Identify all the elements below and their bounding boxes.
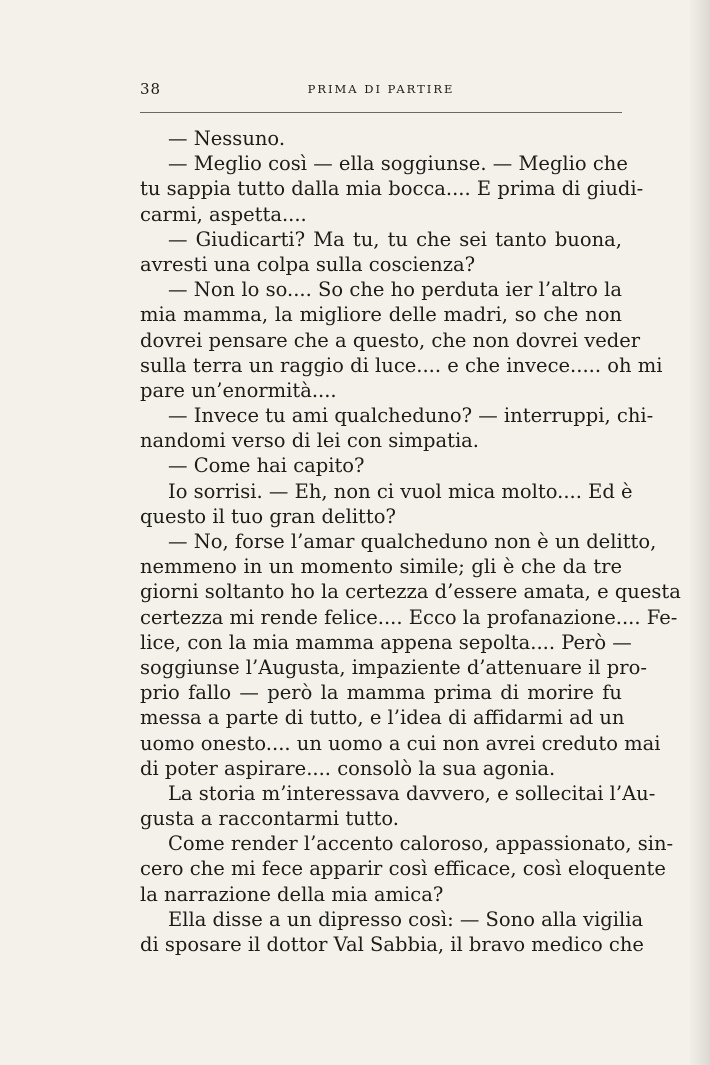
text-line: giorni soltanto ho la certezza d’essere amata, e questa xyxy=(140,580,681,604)
text-line: messa a parte di tutto, e l’idea di affidarmi ad un xyxy=(140,706,625,730)
text-line: pare un’enormità.... xyxy=(140,378,337,402)
text-line: — Invece tu ami qualcheduno? — interruppi, chi- xyxy=(168,404,654,428)
text-line: la narrazione della mia amica? xyxy=(140,882,444,906)
text-line: uomo onesto.... un uomo a cui non avrei creduto mai xyxy=(140,731,661,755)
text-line: Come render l’accento caloroso, appassionato, sin- xyxy=(168,832,674,856)
header-rule xyxy=(140,112,622,113)
text-line: Io sorrisi. — Eh, non ci vuol mica molto.... Ed è xyxy=(168,479,633,503)
text-line: questo il tuo gran delitto? xyxy=(140,504,396,528)
text-line: nemmeno in un momento simile; gli è che da tre xyxy=(140,555,622,579)
text-line: — Nessuno. xyxy=(168,127,286,150)
text-line: carmi, aspetta.... xyxy=(140,202,307,226)
text-line: prio fallo — però la mamma prima di morire fu xyxy=(140,681,622,705)
text-line: — No, forse l’amar qualcheduno non è un delitto, xyxy=(168,530,657,553)
text-line: nandomi verso di lei con simpatia. xyxy=(140,429,480,453)
page-edge-shadow xyxy=(688,0,710,1065)
text-line: avresti una colpa sulla coscienza? xyxy=(140,252,476,276)
text-line: cero che mi fece apparir così efficace, così eloquente xyxy=(140,857,666,881)
text-line: — Non lo so.... So che ho perduta ier l’altro la xyxy=(168,278,622,302)
text-line: sulla terra un raggio di luce.... e che invece..... oh mi xyxy=(140,353,663,377)
text-line: gusta a raccontarmi tutto. xyxy=(140,807,399,831)
text-line: certezza mi rende felice.... Ecco la profanazione.... Fe- xyxy=(140,605,678,629)
text-line: di sposare il dottor Val Sabbia, il bravo medico che xyxy=(140,933,644,956)
running-title: PRIMA DI PARTIRE xyxy=(307,82,455,96)
text-line: di poter aspirare.... consolò la sua agonia. xyxy=(140,756,556,780)
text-line: — Giudicarti? Ma tu, tu che sei tanto buona, xyxy=(168,227,622,251)
text-line: mia mamma, la migliore delle madri, so che non xyxy=(140,303,622,327)
text-line: dovrei pensare che a questo, che non dovrei veder xyxy=(140,328,641,352)
text-line: La storia m’interessava davvero, e sollecitai l’Au- xyxy=(168,781,656,805)
text-line: — Come hai capito? xyxy=(168,454,365,478)
text-line: tu sappia tutto dalla mia bocca.... E prima di giudi- xyxy=(140,177,644,201)
page-number: 38 xyxy=(140,80,162,98)
text-line: soggiunse l’Augusta, impaziente d’attenuare il pro- xyxy=(140,655,647,679)
text-line: Ella disse a un dipresso così: — Sono alla vigilia xyxy=(168,907,644,931)
page-header xyxy=(140,80,622,102)
body-text xyxy=(140,126,681,957)
text-line: lice, con la mia mamma appena sepolta.... Però — xyxy=(140,630,632,654)
text-line: — Meglio così — ella soggiunse. — Meglio che xyxy=(168,152,628,176)
